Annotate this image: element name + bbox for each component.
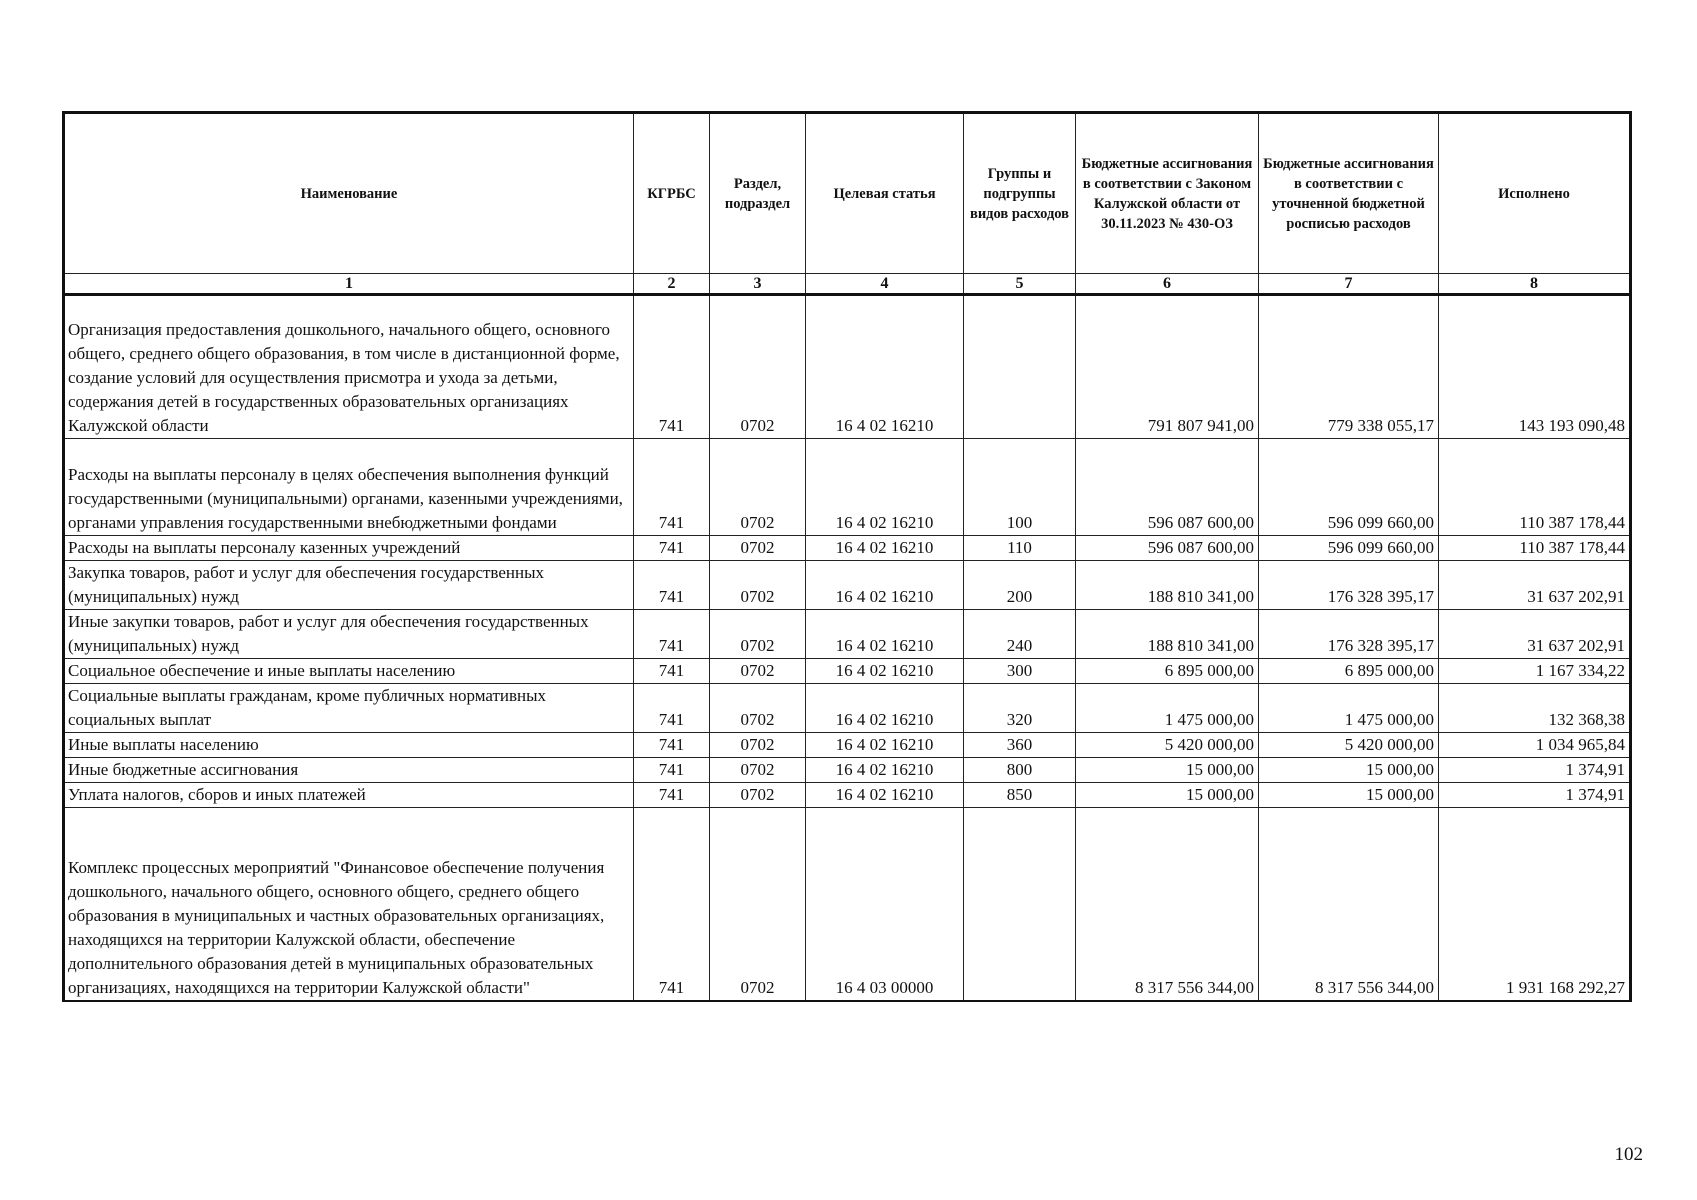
row-law: 596 087 600,00	[1076, 439, 1259, 536]
row-name: Уплата налогов, сборов и иных платежей	[64, 783, 634, 808]
row-name: Расходы на выплаты персоналу казенных учреждений	[64, 536, 634, 561]
row-done: 143 193 090,48	[1439, 295, 1631, 439]
row-rospis: 1 475 000,00	[1259, 684, 1439, 733]
row-vid: 240	[964, 610, 1076, 659]
row-name: Социальные выплаты гражданам, кроме публичных нормативных социальных выплат	[64, 684, 634, 733]
row-vid: 320	[964, 684, 1076, 733]
column-number: 7	[1259, 274, 1439, 295]
row-name: Социальное обеспечение и иные выплаты населению	[64, 659, 634, 684]
column-number: 2	[634, 274, 710, 295]
row-vid	[964, 295, 1076, 439]
table-row	[64, 536, 1631, 561]
header-rospis: Бюджетные ассигнования в соответствии с уточненной бюджетной росписью расходов	[1259, 113, 1439, 274]
header-law: Бюджетные ассигнования в соответствии с Законом Калужской области от 30.11.2023 № 430-ОЗ	[1076, 113, 1259, 274]
table-row	[64, 783, 1631, 808]
page-number: 102	[1614, 1144, 1643, 1165]
row-razdel: 0702	[710, 536, 806, 561]
row-law: 791 807 941,00	[1076, 295, 1259, 439]
table-row	[64, 295, 1631, 439]
row-statya: 16 4 02 16210	[806, 758, 964, 783]
row-rospis: 176 328 395,17	[1259, 561, 1439, 610]
row-razdel: 0702	[710, 733, 806, 758]
row-razdel: 0702	[710, 783, 806, 808]
column-number: 1	[64, 274, 634, 295]
row-statya: 16 4 02 16210	[806, 733, 964, 758]
row-statya: 16 4 03 00000	[806, 808, 964, 1001]
row-razdel: 0702	[710, 684, 806, 733]
table-row	[64, 758, 1631, 783]
table-row	[64, 561, 1631, 610]
row-razdel: 0702	[710, 659, 806, 684]
row-razdel: 0702	[710, 295, 806, 439]
row-kgrbs: 741	[634, 439, 710, 536]
row-razdel: 0702	[710, 439, 806, 536]
row-done: 1 374,91	[1439, 758, 1631, 783]
row-vid: 800	[964, 758, 1076, 783]
row-vid: 360	[964, 733, 1076, 758]
row-law: 5 420 000,00	[1076, 733, 1259, 758]
header-kgrbs: КГРБС	[634, 113, 710, 274]
row-vid: 300	[964, 659, 1076, 684]
row-razdel: 0702	[710, 561, 806, 610]
row-done: 1 167 334,22	[1439, 659, 1631, 684]
row-rospis: 596 099 660,00	[1259, 439, 1439, 536]
column-number: 5	[964, 274, 1076, 295]
row-law: 6 895 000,00	[1076, 659, 1259, 684]
row-kgrbs: 741	[634, 536, 710, 561]
table-row	[64, 610, 1631, 659]
row-vid: 100	[964, 439, 1076, 536]
row-name: Закупка товаров, работ и услуг для обеспечения государственных (муниципальных) нужд	[64, 561, 634, 610]
column-number-row	[64, 274, 1631, 295]
row-statya: 16 4 02 16210	[806, 684, 964, 733]
row-rospis: 176 328 395,17	[1259, 610, 1439, 659]
row-done: 110 387 178,44	[1439, 439, 1631, 536]
header-vid: Группы и подгруппы видов расходов	[964, 113, 1076, 274]
row-law: 1 475 000,00	[1076, 684, 1259, 733]
row-law: 8 317 556 344,00	[1076, 808, 1259, 1001]
row-name: Иные закупки товаров, работ и услуг для обеспечения государственных (муниципальных) нужд	[64, 610, 634, 659]
row-statya: 16 4 02 16210	[806, 295, 964, 439]
row-kgrbs: 741	[634, 561, 710, 610]
table-row	[64, 684, 1631, 733]
row-rospis: 596 099 660,00	[1259, 536, 1439, 561]
row-rospis: 15 000,00	[1259, 758, 1439, 783]
row-kgrbs: 741	[634, 758, 710, 783]
row-done: 110 387 178,44	[1439, 536, 1631, 561]
header-row	[64, 113, 1631, 274]
row-rospis: 8 317 556 344,00	[1259, 808, 1439, 1001]
row-name: Организация предоставления дошкольного, начального общего, основного общего, среднего общего образования, в том числе в дистанционной форме, создание условий для осуществления присмотра и ухода за детьми, содержания детей в государственных образовательных организациях Калужской области	[64, 295, 634, 439]
column-number: 4	[806, 274, 964, 295]
row-statya: 16 4 02 16210	[806, 561, 964, 610]
row-done: 1 931 168 292,27	[1439, 808, 1631, 1001]
row-kgrbs: 741	[634, 295, 710, 439]
column-number: 3	[710, 274, 806, 295]
row-done: 1 034 965,84	[1439, 733, 1631, 758]
row-name: Иные выплаты населению	[64, 733, 634, 758]
row-rospis: 15 000,00	[1259, 783, 1439, 808]
row-razdel: 0702	[710, 758, 806, 783]
row-done: 132 368,38	[1439, 684, 1631, 733]
row-law: 596 087 600,00	[1076, 536, 1259, 561]
row-rospis: 5 420 000,00	[1259, 733, 1439, 758]
row-statya: 16 4 02 16210	[806, 536, 964, 561]
row-kgrbs: 741	[634, 659, 710, 684]
row-kgrbs: 741	[634, 733, 710, 758]
row-vid: 110	[964, 536, 1076, 561]
row-vid	[964, 808, 1076, 1001]
row-kgrbs: 741	[634, 808, 710, 1001]
column-number: 8	[1439, 274, 1631, 295]
row-razdel: 0702	[710, 610, 806, 659]
row-rospis: 779 338 055,17	[1259, 295, 1439, 439]
row-razdel: 0702	[710, 808, 806, 1001]
table-row	[64, 733, 1631, 758]
row-vid: 850	[964, 783, 1076, 808]
row-name: Комплекс процессных мероприятий "Финансовое обеспечение получения дошкольного, начального общего, основного общего, среднего общего образования в муниципальных и частных образовательных организациях, находящихся на территории Калужской области, обеспечение дополнительного образования детей в муниципальных образовательных организациях, находящихся на территории Калужской области"	[64, 808, 634, 1001]
row-statya: 16 4 02 16210	[806, 439, 964, 536]
row-kgrbs: 741	[634, 783, 710, 808]
row-vid: 200	[964, 561, 1076, 610]
row-law: 188 810 341,00	[1076, 610, 1259, 659]
header-done: Исполнено	[1439, 113, 1631, 274]
row-kgrbs: 741	[634, 610, 710, 659]
table-row	[64, 439, 1631, 536]
header-name: Наименование	[64, 113, 634, 274]
header-statya: Целевая статья	[806, 113, 964, 274]
header-razdel: Раздел, подраздел	[710, 113, 806, 274]
row-name: Иные бюджетные ассигнования	[64, 758, 634, 783]
row-statya: 16 4 02 16210	[806, 659, 964, 684]
row-statya: 16 4 02 16210	[806, 783, 964, 808]
row-law: 188 810 341,00	[1076, 561, 1259, 610]
row-statya: 16 4 02 16210	[806, 610, 964, 659]
row-kgrbs: 741	[634, 684, 710, 733]
row-done: 31 637 202,91	[1439, 610, 1631, 659]
column-number: 6	[1076, 274, 1259, 295]
row-done: 1 374,91	[1439, 783, 1631, 808]
row-rospis: 6 895 000,00	[1259, 659, 1439, 684]
table-row	[64, 659, 1631, 684]
row-law: 15 000,00	[1076, 758, 1259, 783]
budget-table	[62, 111, 1632, 1002]
row-law: 15 000,00	[1076, 783, 1259, 808]
row-name: Расходы на выплаты персоналу в целях обеспечения выполнения функций государственными (муниципальными) органами, казенными учреждениями, органами управления государственными внебюджетными фондами	[64, 439, 634, 536]
table-row	[64, 808, 1631, 1001]
row-done: 31 637 202,91	[1439, 561, 1631, 610]
